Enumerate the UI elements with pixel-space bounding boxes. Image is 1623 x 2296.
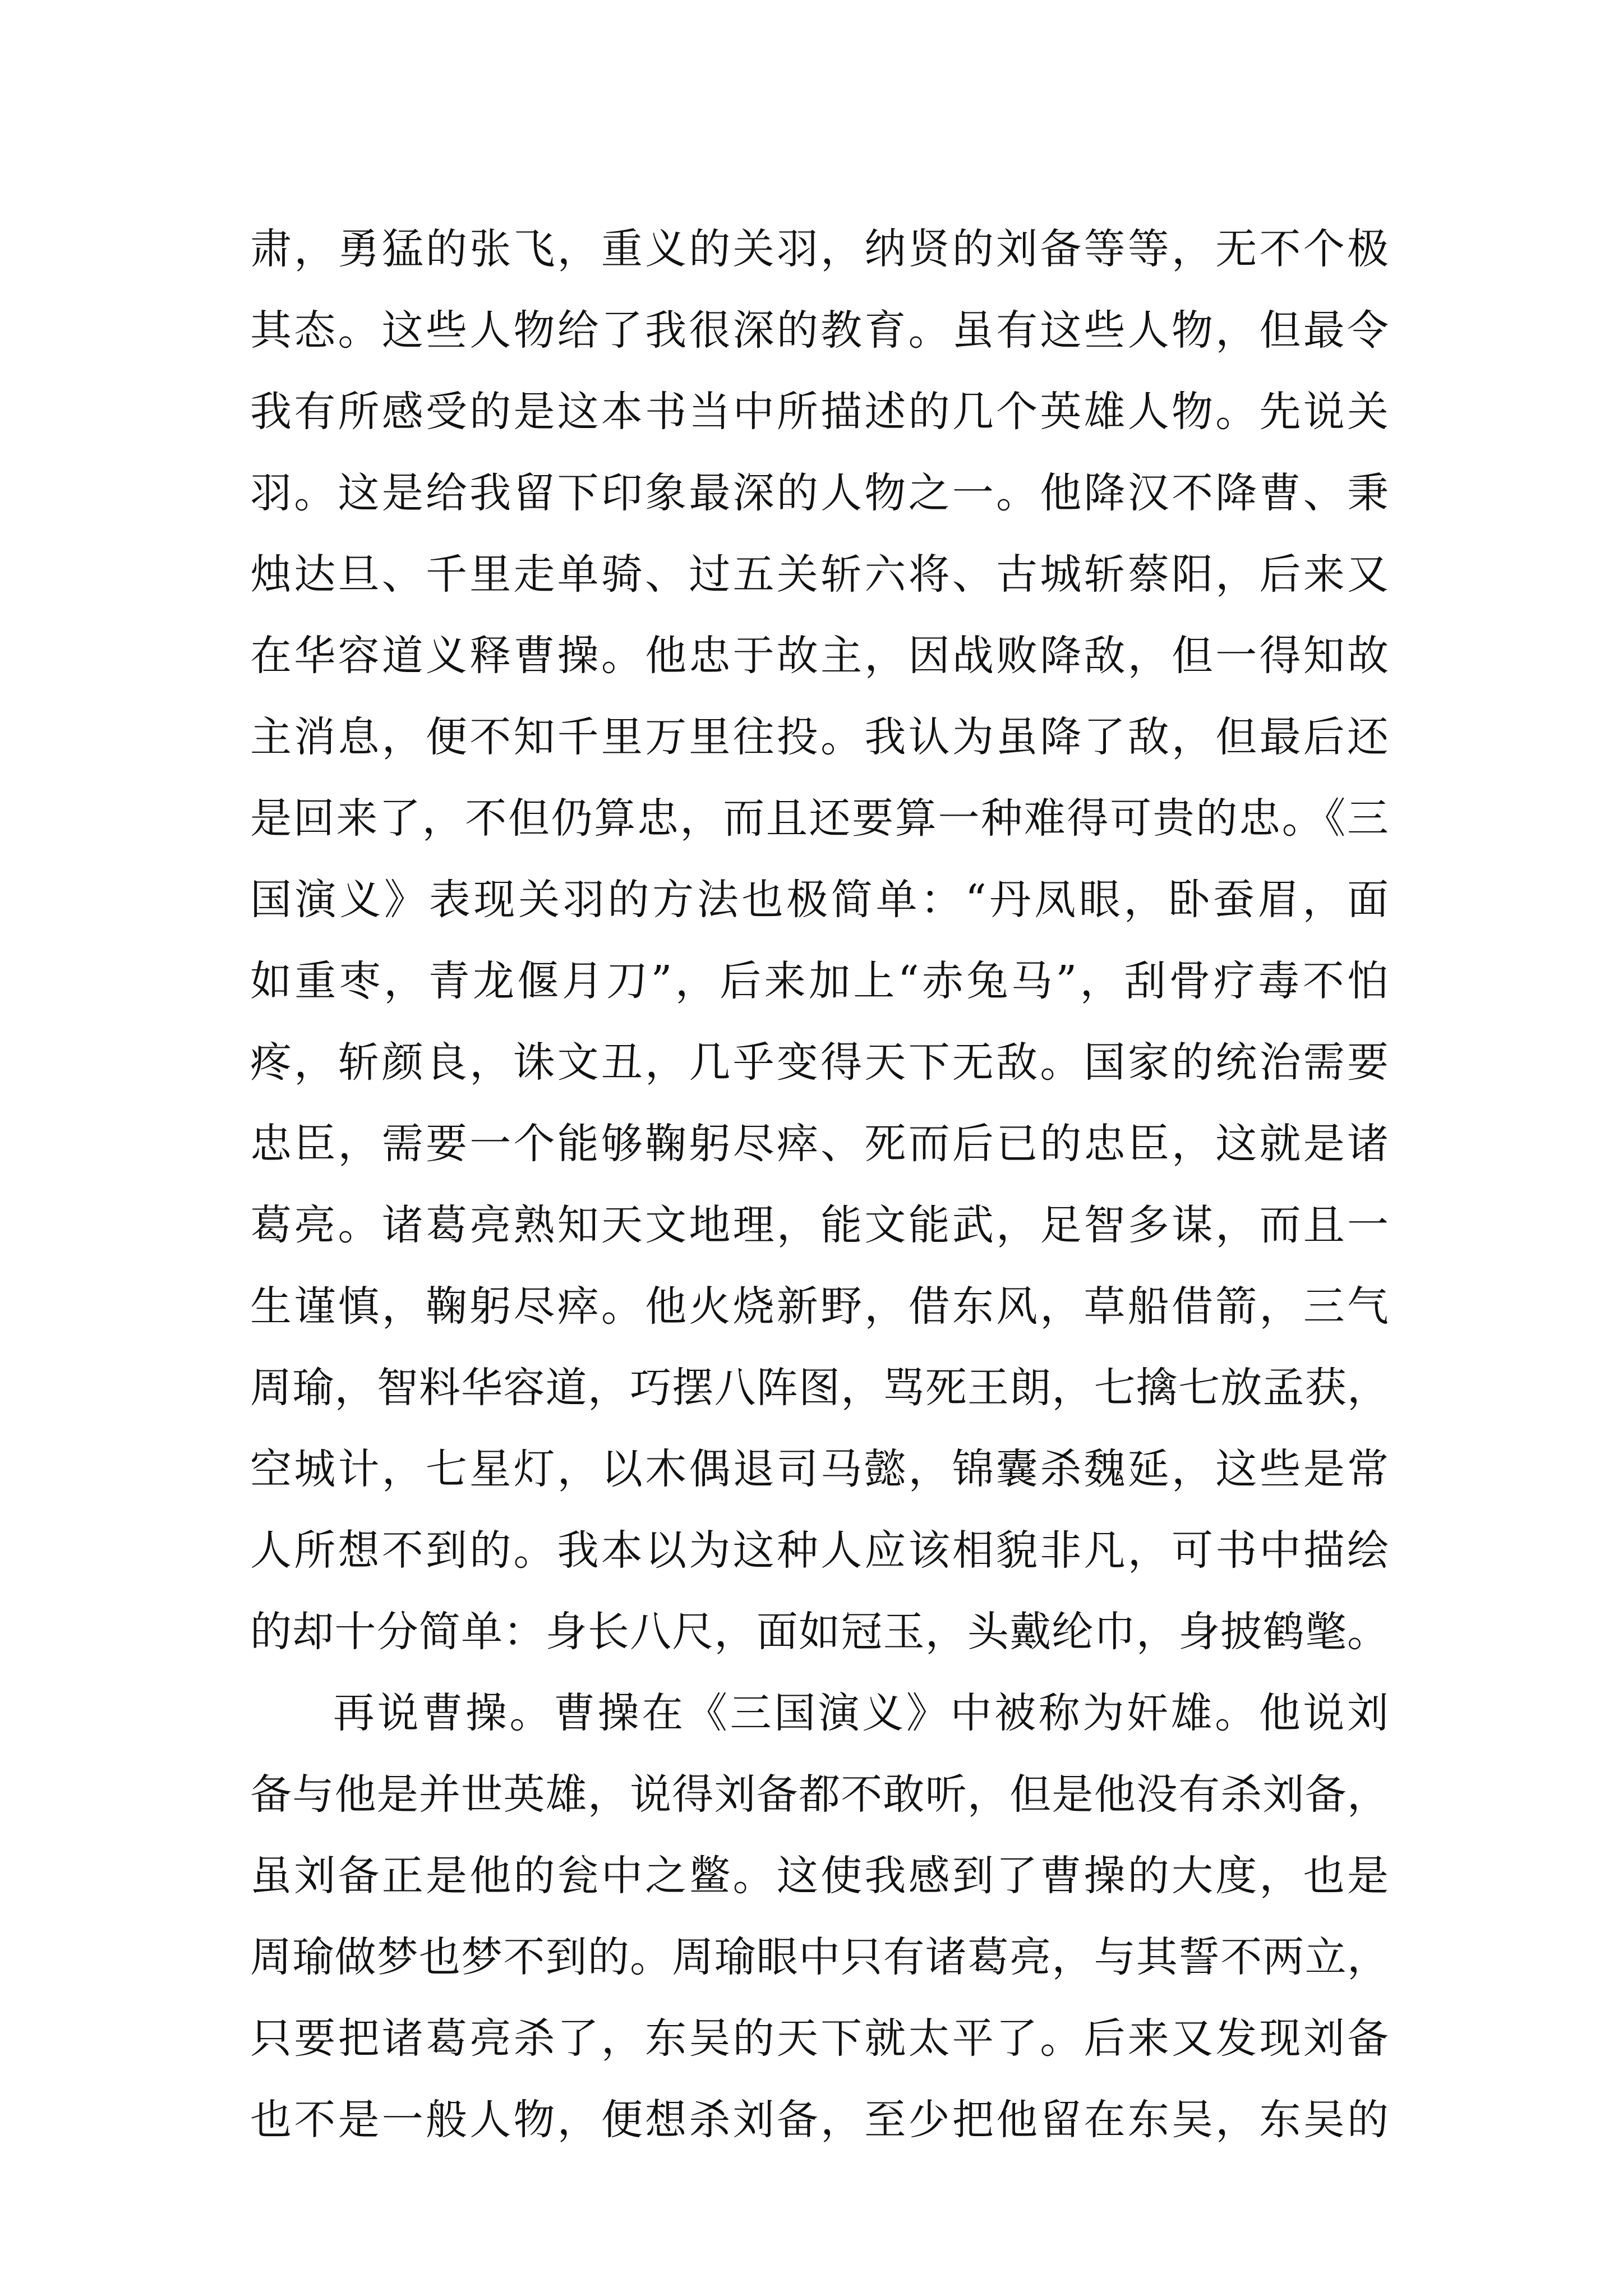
text-line: 其态。这些人物给了我很深的教育。虽有这些人物，但最令 <box>250 306 1389 355</box>
text-line: 烛达旦、千里走单骑、过五关斩六将、古城斩蔡阳，后来又 <box>250 550 1389 599</box>
paragraph-2 <box>250 1673 1389 2161</box>
text-line: 是回来了，不但仍算忠，而且还要算一种难得可贵的忠。《三 <box>250 794 1389 843</box>
paragraph-1 <box>250 209 1389 1673</box>
text-line: 生谨慎，鞠躬尽瘁。他火烧新野，借东风，草船借箭，三气 <box>250 1282 1389 1331</box>
text-line: 只要把诸葛亮杀了，东吴的天下就太平了。后来又发现刘备 <box>250 2014 1389 2063</box>
text-line: 疼，斩颜良，诛文丑，几乎变得天下无敌。国家的统治需要 <box>250 1038 1389 1087</box>
text-line: 国演义》表现关羽的方法也极简单：“丹凤眼，卧蚕眉，面 <box>250 876 1389 924</box>
text-line: 再说曹操。曹操在《三国演义》中被称为奸雄。他说刘 <box>333 1689 1389 1737</box>
text-line: 虽刘备正是他的瓮中之鳖。这使我感到了曹操的大度，也是 <box>250 1852 1389 1900</box>
text-line: 人所想不到的。我本以为这种人应该相貌非凡，可书中描绘 <box>250 1526 1389 1575</box>
text-line: 也不是一般人物，便想杀刘备，至少把他留在东吴，东吴的 <box>250 2096 1389 2144</box>
text-line: 空城计，七星灯，以木偶退司马懿，锦囊杀魏延，这些是常 <box>250 1445 1389 1493</box>
text-line: 羽。这是给我留下印象最深的人物之一。他降汉不降曹、秉 <box>250 469 1389 517</box>
text-line: 我有所感受的是这本书当中所描述的几个英雄人物。先说关 <box>250 388 1389 436</box>
text-line: 备与他是并世英雄，说得刘备都不敢听，但是他没有杀刘备， <box>250 1770 1389 1819</box>
text-line: 如重枣，青龙偃月刀”，后来加上“赤兔马”，刮骨疗毒不怕 <box>250 957 1389 1005</box>
text-line: 周瑜做梦也梦不到的。周瑜眼中只有诸葛亮，与其誓不两立， <box>250 1933 1389 1981</box>
text-line: 葛亮。诸葛亮熟知天文地理，能文能武，足智多谋，而且一 <box>250 1201 1389 1249</box>
text-line: 在华容道义释曹操。他忠于故主，因战败降敌，但一得知故 <box>250 632 1389 680</box>
text-line: 周瑜，智料华容道，巧摆八阵图，骂死王朗，七擒七放孟获， <box>250 1364 1389 1412</box>
text-line: 的却十分简单：身长八尺，面如冠玉，头戴纶巾，身披鹤氅。 <box>250 1608 1389 1656</box>
body-text <box>250 209 1389 2161</box>
text-line: 肃，勇猛的张飞，重义的关羽，纳贤的刘备等等，无不个极 <box>250 225 1389 273</box>
text-line: 忠臣，需要一个能够鞠躬尽瘁、死而后已的忠臣，这就是诸 <box>250 1120 1389 1168</box>
text-line: 主消息，便不知千里万里往投。我认为虽降了敌，但最后还 <box>250 713 1389 761</box>
